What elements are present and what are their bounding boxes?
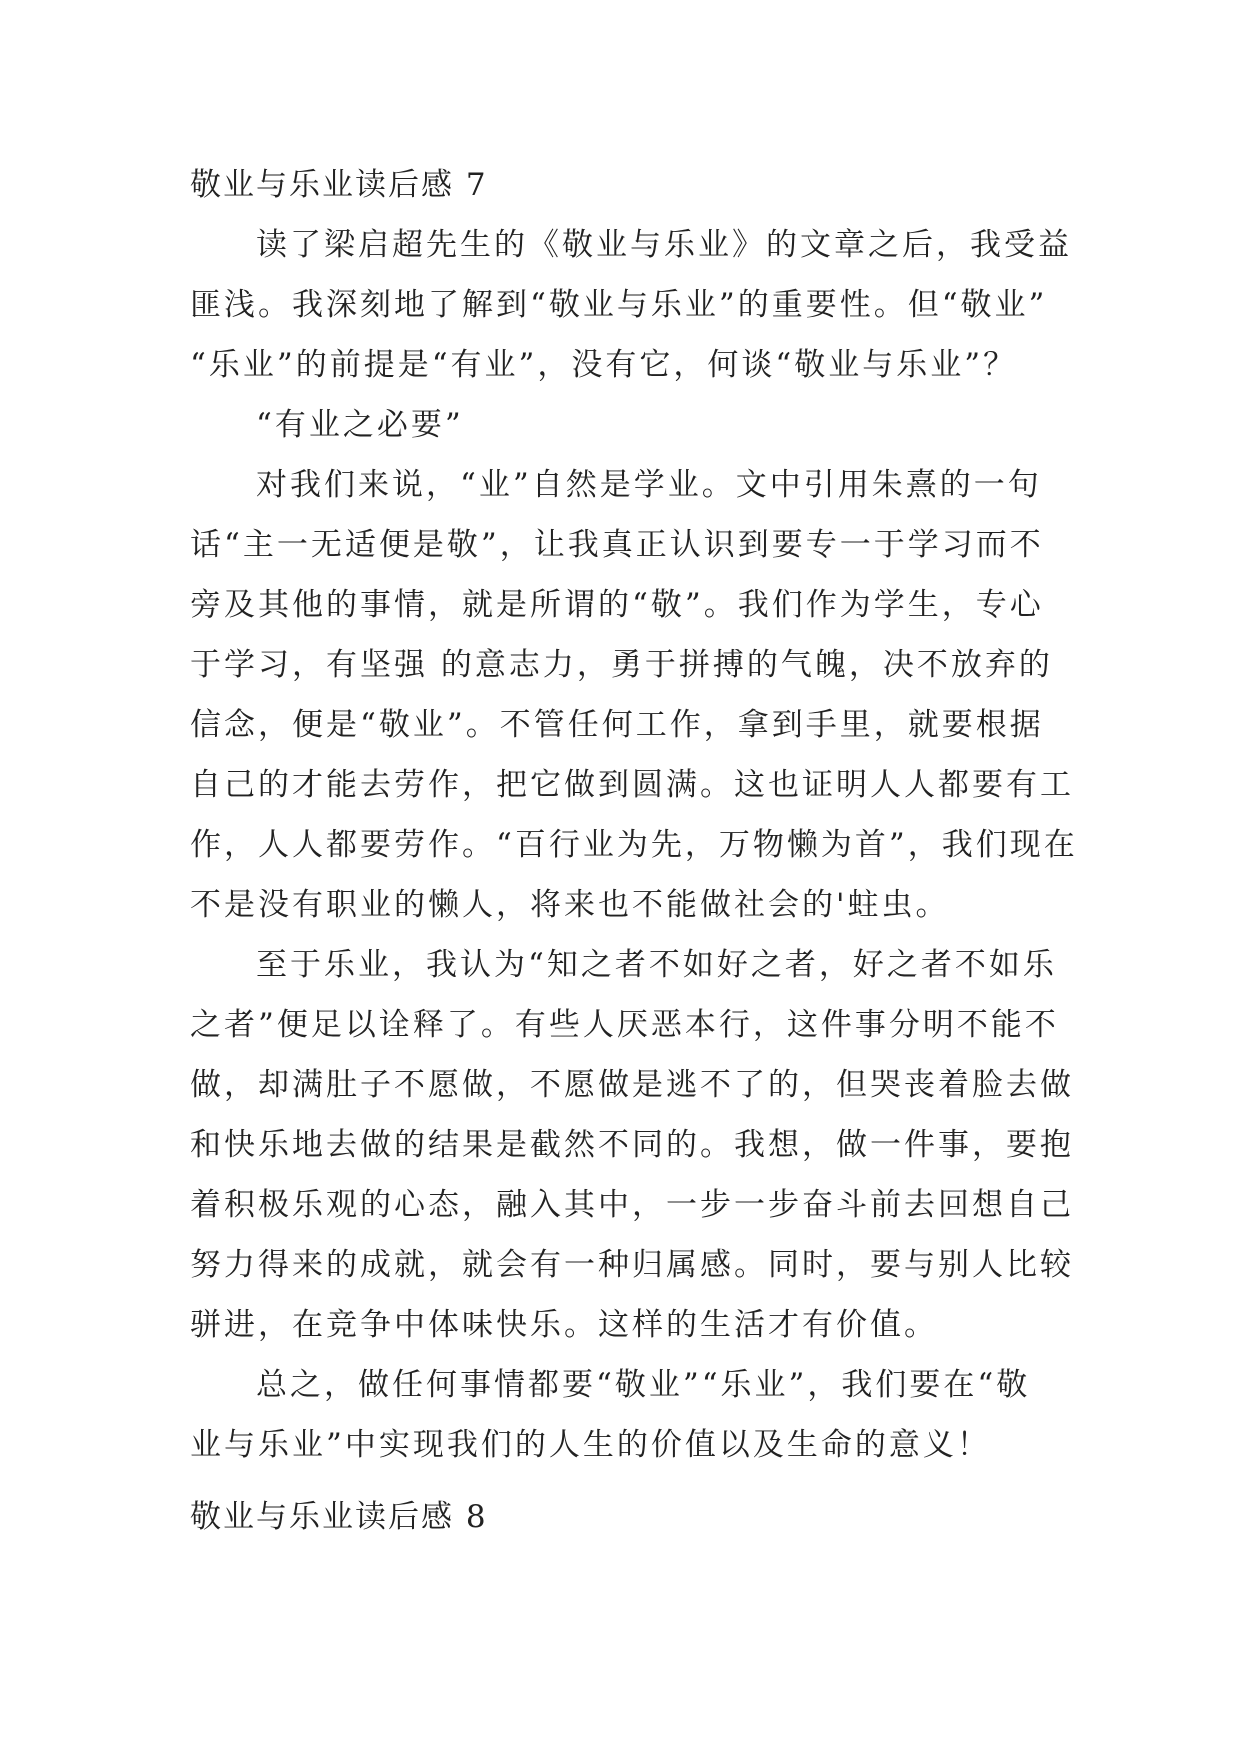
- text-line: 话“主一无适便是敬”，让我真正认识到要专一于学习而不: [190, 527, 1044, 563]
- section-title: 敬业与乐业读后感 7: [190, 167, 488, 203]
- document-body: [190, 215, 1078, 1475]
- text-line: 旁及其他的事情，就是所谓的“敬”。我们作为学生，专心: [190, 587, 1044, 623]
- paragraph-subheading: [190, 395, 1060, 455]
- text-line: 着积极乐观的心态，融入其中，一步一步奋斗前去回想自己: [190, 1187, 1074, 1223]
- section-title: 敬业与乐业读后感 8: [190, 1499, 488, 1535]
- text-line: 读了梁启超先生的《敬业与乐业》的文章之后，我受益: [256, 227, 1072, 263]
- text-line: 和快乐地去做的结果是截然不同的。我想，做一件事，要抱: [190, 1127, 1074, 1163]
- text-line: 不是没有职业的懒人，将来也不能做社会的'蛀虫。: [190, 887, 950, 923]
- paragraph-jingye: [190, 455, 1078, 935]
- paragraph-leye: [190, 935, 1074, 1355]
- text-line: 至于乐业，我认为“知之者不如好之者，好之者不如乐: [256, 947, 1057, 983]
- text-line: 业与乐业”中实现我们的人生的价值以及生命的意义！: [190, 1427, 991, 1463]
- text-line: 总之，做任何事情都要“敬业”“乐业”，我们要在“敬: [256, 1367, 1031, 1403]
- text-line: 对我们来说，“业”自然是学业。文中引用朱熹的一句: [256, 467, 1042, 503]
- text-line: “乐业”的前提是“有业”，没有它，何谈“敬业与乐业”？: [190, 347, 1018, 383]
- paragraph-conclusion: [190, 1355, 1060, 1475]
- text-line: 骈进，在竞争中体味快乐。这样的生活才有价值。: [190, 1307, 938, 1343]
- text-line: 匪浅。我深刻地了解到“敬业与乐业”的重要性。但“敬业”: [190, 287, 1048, 323]
- text-line: 努力得来的成就，就会有一种归属感。同时，要与别人比较: [190, 1247, 1074, 1283]
- paragraph-intro: [190, 215, 1072, 395]
- text-line: 之者”便足以诠释了。有些人厌恶本行，这件事分明不能不: [190, 1007, 1059, 1043]
- text-line: 作，人人都要劳作。“百行业为先，万物懒为首”，我们现在: [190, 827, 1078, 863]
- text-line: 自己的才能去劳作，把它做到圆满。这也证明人人都要有工: [190, 767, 1074, 803]
- text-line: 信念，便是“敬业”。不管任何工作，拿到手里，就要根据: [190, 707, 1044, 743]
- text-line: 于学习，有坚强 的意志力，勇于拼搏的气魄，决不放弃的: [190, 647, 1053, 683]
- text-line: 做，却满肚子不愿做，不愿做是逃不了的，但哭丧着脸去做: [190, 1067, 1074, 1103]
- text-line: “有业之必要”: [256, 407, 464, 443]
